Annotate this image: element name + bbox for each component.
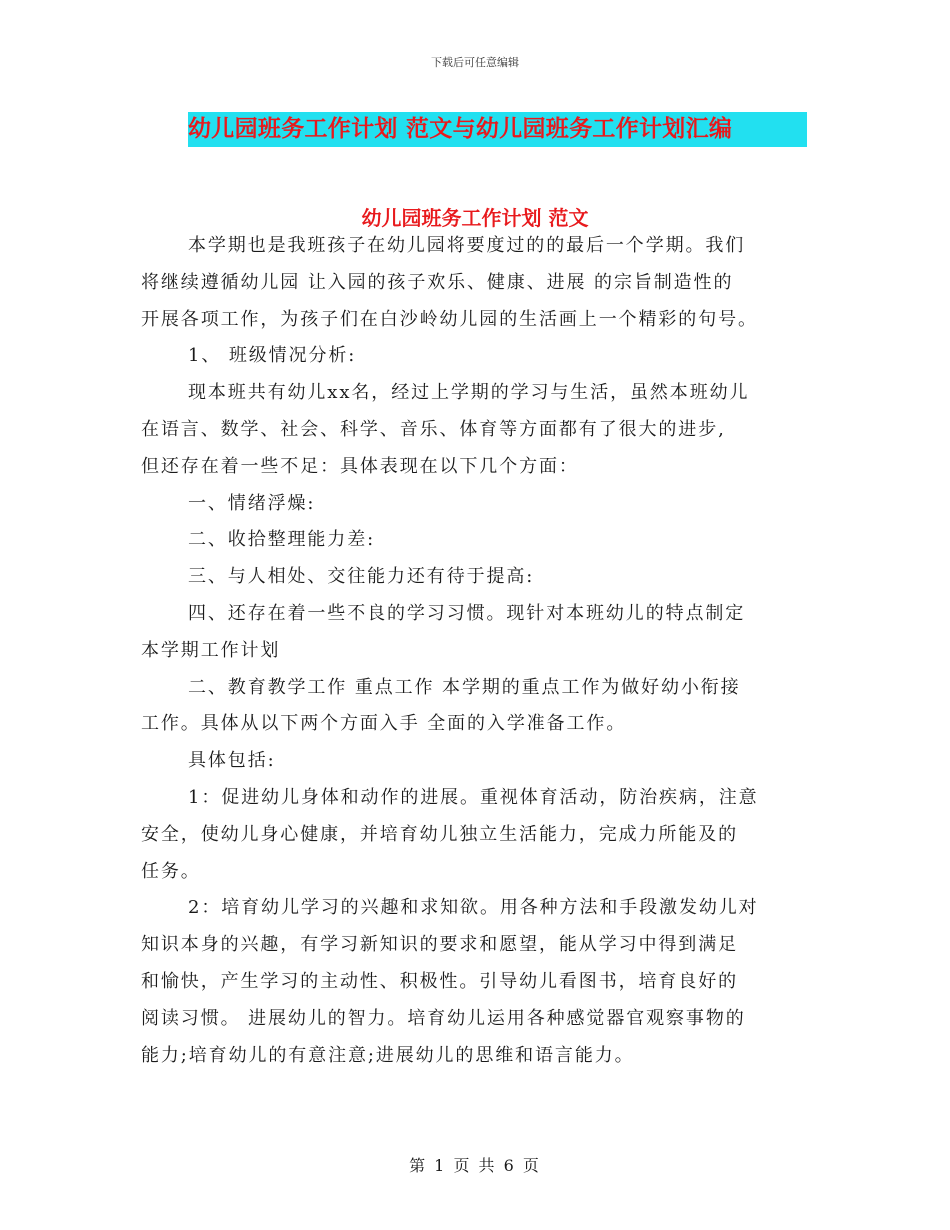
- section-title: 幼儿园班务工作计划 范文: [361, 206, 589, 230]
- text-line: 在语言、数学、社会、科学、音乐、体育等方面都有了很大的进步,: [141, 418, 726, 440]
- text-line: 1、 班级情况分析:: [188, 345, 357, 367]
- text-line: 1：促进幼儿身体和动作的进展。重视体育活动，防治疾病，注意: [188, 786, 759, 808]
- text-line: 安全，使幼儿身心健康，并培育幼儿独立生活能力，完成力所能及的: [141, 823, 738, 845]
- text-line: 能力;培育幼儿的有意注意;进展幼儿的思维和语言能力。: [141, 1044, 635, 1066]
- text-line: 现本班共有幼儿xx名，经过上学期的学习与生活，虽然本班幼儿: [188, 382, 750, 404]
- text-line: 工作。具体从以下两个方面入手 全面的入学准备工作。: [141, 713, 627, 735]
- document-title: 幼儿园班务工作计划 范文与幼儿园班务工作计划汇编: [188, 112, 807, 147]
- text-line: 一、情绪浮燥:: [188, 492, 316, 514]
- document-body: [141, 228, 811, 1074]
- text-line: 四、还存在着一些不良的学习习惯。现针对本班幼儿的特点制定: [188, 602, 746, 624]
- text-line: 和愉快，产生学习的主动性、积极性。引导幼儿看图书，培育良好的: [141, 970, 738, 992]
- text-line: 将继续遵循幼儿园 让入园的孩子欢乐、健康、进展 的宗旨制造性的: [141, 271, 734, 293]
- page-footer: 第 1 页 共 6 页: [409, 1156, 541, 1175]
- text-line: 任务。: [141, 860, 201, 882]
- text-line: 本学期也是我班孩子在幼儿园将要度过的的最后一个学期。我们: [188, 235, 746, 256]
- text-line: 开展各项工作，为孩子们在白沙岭幼儿园的生活画上一个精彩的句号。: [141, 308, 758, 330]
- text-line: 二、收拾整理能力差:: [188, 529, 376, 551]
- text-line: 阅读习惯。 进展幼儿的智力。培育幼儿运用各种感觉器官观察事物的: [141, 1007, 746, 1029]
- text-line: 具体包括:: [188, 750, 276, 772]
- text-line: 知识本身的兴趣，有学习新知识的要求和愿望，能从学习中得到满足: [141, 934, 738, 956]
- text-line: 本学期工作计划: [141, 639, 281, 661]
- header-note: 下载后可任意编辑: [431, 56, 519, 69]
- text-line: 2：培育幼儿学习的兴趣和求知欲。用各种方法和手段激发幼儿对: [188, 897, 759, 919]
- text-line: 但还存在着一些不足：具体表现在以下几个方面：: [141, 455, 579, 477]
- text-line: 三、与人相处、交往能力还有待于提高:: [188, 566, 535, 588]
- text-line: 二、教育教学工作 重点工作 本学期的重点工作为做好幼小衔接: [188, 676, 741, 698]
